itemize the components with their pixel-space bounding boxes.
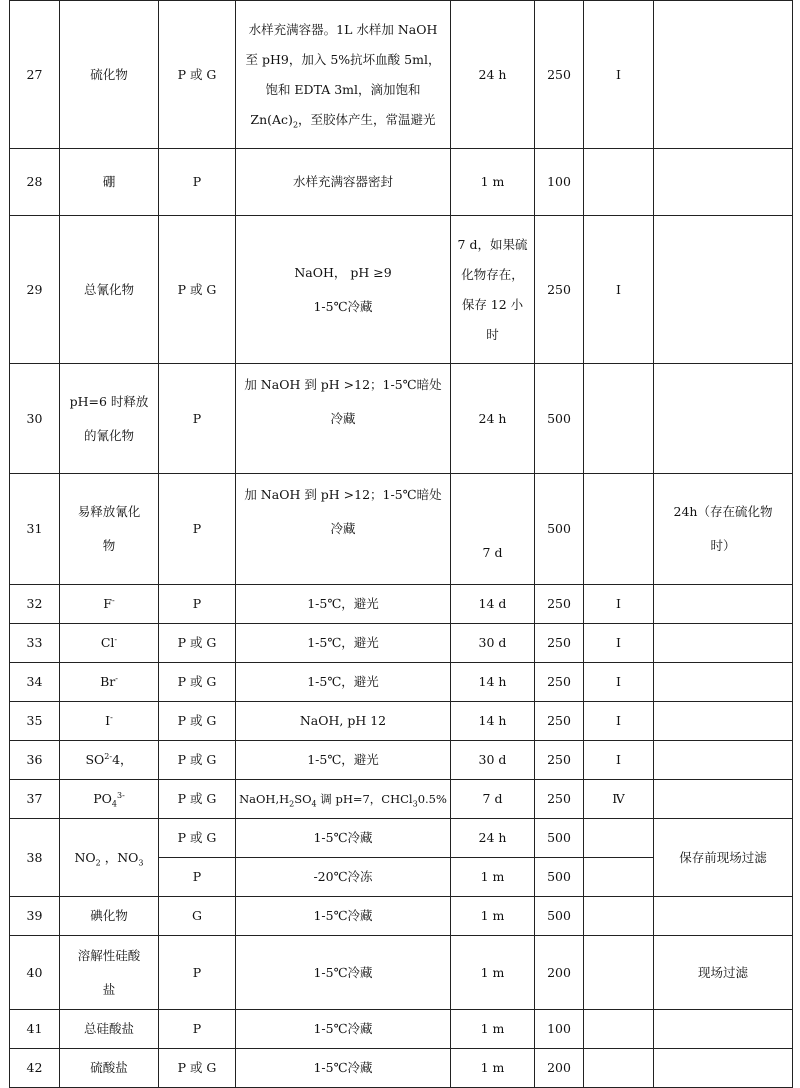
time-line: 时 [486,326,499,342]
cell-no: 27 [10,1,60,149]
cell-preservation: -20℃冷冻 [236,858,451,897]
cell-name [60,936,159,1010]
cell-time: 24 h [451,364,535,474]
superscript: - [114,634,118,644]
cell-category [584,897,654,936]
time-line: 保存 12 小 [461,296,524,312]
subscript: 3 [412,799,418,809]
cell-name [60,624,159,663]
note-line: 时） [710,538,736,553]
subscript: 2 [292,120,299,129]
preservation-line [242,105,444,135]
cell-time: 1 m [451,858,535,897]
cell-category [584,474,654,585]
preservation-line: 加 NaOH 到 pH >12；1-5℃暗处 [244,377,442,392]
cell-container: P 或 G [159,780,236,819]
cell-volume: 250 [535,216,584,364]
cell-name [60,780,159,819]
preservation-line: 饱和 EDTA 3ml，滴加饱和 [265,81,421,97]
ion-symbol: NO [74,849,96,865]
cell-container: P [159,1010,236,1049]
subscript: 2 [289,799,295,809]
cell-time: 30 d [451,741,535,780]
cell-note [654,897,793,936]
cell-name: 硼 [60,149,159,216]
cell-category [584,364,654,474]
name-line: 溶解性硅酸 [77,947,141,963]
cell-note [654,741,793,780]
cell-name: 总硅酸盐 [60,1010,159,1049]
cell-category: Ⅰ [584,624,654,663]
cell-name: 总氰化物 [60,216,159,364]
cell-note [654,216,793,364]
name-line: pH=6 时释放 [69,393,149,409]
cell-no: 32 [10,585,60,624]
superscript: 2- [104,751,113,761]
cell-preservation: 水样充满容器密封 [236,149,451,216]
cell-time: 1 m [451,1049,535,1088]
cell-volume: 500 [535,819,584,858]
cell-volume: 250 [535,702,584,741]
cell-category [584,1049,654,1088]
cell-time: 14 d [451,585,535,624]
table-row [10,364,793,474]
table-row [10,1049,793,1088]
cell-volume: 250 [535,663,584,702]
cell-container: P 或 G [159,663,236,702]
subscript: 4 [111,799,117,809]
cell-category [584,819,654,858]
text-part: Zn(Ac) [250,111,293,127]
cell-volume: 500 [535,897,584,936]
cell-no: 29 [10,216,60,364]
name-line: 盐 [102,981,116,997]
cell-volume: 250 [535,741,584,780]
cell-no: 41 [10,1010,60,1049]
cell-name [60,819,159,897]
cell-preservation [236,364,451,474]
superscript: - [111,595,115,605]
cell-volume: 250 [535,585,584,624]
cell-no: 31 [10,474,60,585]
table-row [10,1,793,149]
cell-no: 37 [10,780,60,819]
cell-volume: 100 [535,1010,584,1049]
cell-name: 硫酸盐 [60,1049,159,1088]
table-row [10,663,793,702]
cell-name [60,702,159,741]
cell-note [654,780,793,819]
cell-category [584,149,654,216]
cell-no: 39 [10,897,60,936]
cell-volume: 500 [535,364,584,474]
cell-volume: 200 [535,1049,584,1088]
ion-tail: 4， [112,752,133,767]
table-row [10,216,793,364]
ion-symbol: F [103,596,112,611]
cell-category [584,858,654,897]
cell-preservation [236,1,451,149]
name-line: 的氰化物 [83,427,134,443]
table-row [10,897,793,936]
cell-category [584,936,654,1010]
cell-container: P 或 G [159,819,236,858]
cell-no: 28 [10,149,60,216]
ion-symbol: I [105,713,111,728]
cell-container: P [159,474,236,585]
cell-preservation: 1-5℃，避光 [236,741,451,780]
cell-preservation: 1-5℃冷藏 [236,897,451,936]
cell-preservation: 1-5℃冷藏 [236,936,451,1010]
cell-note [654,364,793,474]
cell-container: P [159,364,236,474]
cell-volume: 250 [535,1,584,149]
cell-time: 7 d [451,780,535,819]
cell-category: Ⅰ [584,741,654,780]
cell-container: P 或 G [159,624,236,663]
table-row [10,780,793,819]
cell-note [654,663,793,702]
text-part: ，至胶体产生，常温避光 [298,111,436,127]
ion-symbol: Cl [100,635,115,650]
cell-volume: 500 [535,474,584,585]
cell-container: P 或 G [159,702,236,741]
cell-note: 现场过滤 [654,936,793,1010]
cell-no: 33 [10,624,60,663]
preservation-line: 加 NaOH 到 pH >12；1-5℃暗处 [244,487,442,502]
preservation-line: 至 pH9，加入 5%抗坏血酸 5ml， [245,51,441,67]
text-part: 0.5% [417,792,447,806]
cell-note [654,1010,793,1049]
cell-container: P 或 G [159,216,236,364]
cell-no: 36 [10,741,60,780]
cell-note: 保存前现场过滤 [654,819,793,897]
ion-symbol: ，NO [100,849,139,865]
cell-category: Ⅰ [584,585,654,624]
cell-preservation: 1-5℃冷藏 [236,1049,451,1088]
preservation-line: 1-5℃冷藏 [313,298,373,314]
cell-no: 38 [10,819,60,897]
subscript: 3 [138,858,144,867]
time-line: 化物存在， [461,266,524,282]
cell-preservation: 1-5℃，避光 [236,663,451,702]
cell-time: 24 h [451,819,535,858]
cell-time [451,216,535,364]
cell-no: 40 [10,936,60,1010]
cell-note [654,474,793,585]
cell-preservation: 1-5℃冷藏 [236,1010,451,1049]
cell-name [60,364,159,474]
superscript: - [110,712,113,722]
cell-no: 35 [10,702,60,741]
cell-container: P 或 G [159,1,236,149]
cell-category: Ⅰ [584,1,654,149]
note-line: 24h（存在硫化物 [673,504,773,519]
cell-name [60,663,159,702]
cell-time: 1 m [451,149,535,216]
cell-volume: 250 [535,780,584,819]
cell-category: Ⅰ [584,216,654,364]
time-value: 7 d [482,545,503,560]
cell-name [60,474,159,585]
table-row [10,474,793,585]
cell-time: 30 d [451,624,535,663]
text-part: NaOH,H [239,792,290,806]
preservation-table [9,0,793,1088]
cell-time: 14 h [451,702,535,741]
cell-no: 42 [10,1049,60,1088]
cell-preservation: NaOH, pH 12 [236,702,451,741]
cell-time: 14 h [451,663,535,702]
cell-time [451,474,535,585]
time-line: 7 d，如果硫 [457,236,528,252]
cell-note [654,149,793,216]
cell-preservation: 1-5℃冷藏 [236,819,451,858]
cell-note [654,1,793,149]
table-row [10,149,793,216]
cell-name: 碘化物 [60,897,159,936]
cell-volume: 250 [535,624,584,663]
cell-volume: 200 [535,936,584,1010]
table-row [10,585,793,624]
cell-category [584,1010,654,1049]
preservation-line: 冷藏 [330,521,356,536]
cell-time: 1 m [451,936,535,1010]
superscript: - [115,673,118,683]
cell-note [654,585,793,624]
subscript: 4 [311,799,317,809]
cell-volume: 500 [535,858,584,897]
cell-volume: 100 [535,149,584,216]
text-part: 调 pH=7，CHCl [316,792,413,806]
cell-container: P [159,858,236,897]
cell-note [654,1049,793,1088]
cell-container: P [159,585,236,624]
table-row [10,624,793,663]
ion-symbol: Br [100,674,116,689]
name-line: 物 [102,538,116,553]
table-row [10,936,793,1010]
cell-preservation: 1-5℃，避光 [236,624,451,663]
preservation-line: 水样充满容器。1L 水样加 NaOH [248,21,438,37]
cell-category: Ⅰ [584,663,654,702]
cell-name [60,741,159,780]
cell-container: G [159,897,236,936]
cell-preservation [236,474,451,585]
cell-category: Ⅳ [584,780,654,819]
table-row [10,1010,793,1049]
preservation-line: 冷藏 [330,411,356,426]
text-part: SO [294,792,312,806]
cell-preservation: 1-5℃，避光 [236,585,451,624]
cell-preservation [236,216,451,364]
cell-container: P 或 G [159,741,236,780]
name-line: 易释放氰化 [77,504,141,519]
subscript: 2 [95,858,101,867]
ion-symbol: SO [85,752,105,767]
cell-no: 30 [10,364,60,474]
cell-preservation [236,780,451,819]
cell-container: P 或 G [159,1049,236,1088]
cell-no: 34 [10,663,60,702]
table-row [10,741,793,780]
cell-time: 1 m [451,897,535,936]
cell-name [60,585,159,624]
superscript: 3- [116,790,125,800]
cell-container: P [159,149,236,216]
table-row [10,819,793,858]
cell-container: P [159,936,236,1010]
preservation-line: NaOH， pH ≥9 [294,264,392,280]
ion-symbol: PO [93,791,112,806]
cell-time: 1 m [451,1010,535,1049]
cell-time: 24 h [451,1,535,149]
table-row [10,702,793,741]
cell-name: 硫化物 [60,1,159,149]
cell-note [654,702,793,741]
cell-note [654,624,793,663]
cell-category: Ⅰ [584,702,654,741]
